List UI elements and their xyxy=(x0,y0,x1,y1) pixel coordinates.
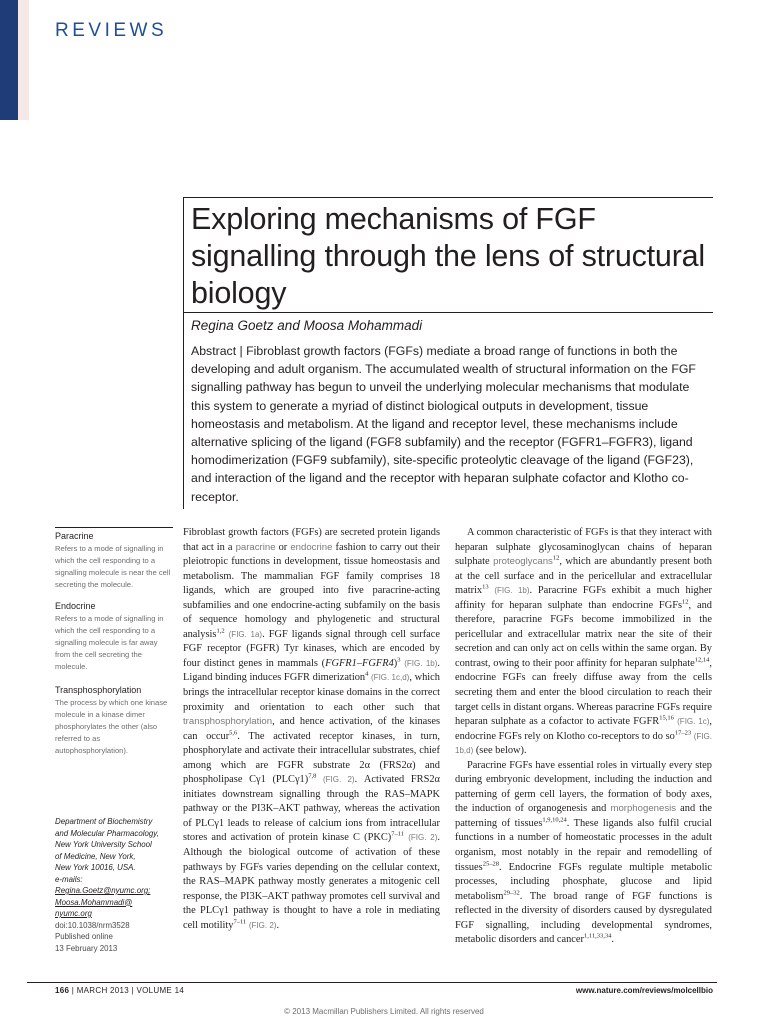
article-authors: Regina Goetz and Moosa Mohammadi xyxy=(191,318,423,333)
glossary-link-paracrine: paracrine xyxy=(235,541,276,553)
title-top-rule xyxy=(183,197,713,198)
sidebar-rule xyxy=(55,527,173,528)
email-link[interactable]: nyumc.org xyxy=(55,909,92,918)
glossary-term: Transphosphorylation xyxy=(55,685,142,695)
volume: VOLUME 14 xyxy=(136,986,185,995)
title-left-rule xyxy=(183,197,184,509)
figure-ref: (FIG. 2) xyxy=(322,775,355,785)
published-date: 13 February 2013 xyxy=(55,943,118,953)
author-affiliation xyxy=(55,816,173,954)
section-accent-bar xyxy=(18,0,29,120)
affiliation-line: Department of Biochemistry xyxy=(55,817,153,826)
affiliation-line: and Molecular Pharmacology, xyxy=(55,828,159,838)
figure-ref: (FIG. 1a) xyxy=(228,629,263,639)
glossary-link-endocrine: endocrine xyxy=(290,541,333,553)
glossary-term: Paracrine xyxy=(55,531,94,541)
footer-rule xyxy=(27,982,717,983)
title-bottom-rule xyxy=(183,312,713,313)
figure-ref: (FIG. 1c,d) xyxy=(371,673,410,683)
figure-ref: (FIG. 2) xyxy=(248,920,277,930)
figure-ref: (FIG. 1b) xyxy=(404,658,438,668)
body-column-2: A common characteristic of FGFs is that they interact with heparan sulphate glycosaminoglycan chains of heparan sulphate proteoglycans$^{12}$, which are abundantly present both at the cell surface and in the pericellular and extracellular matrix$^{13}$ (FIG. 1b). Paracrine FGFs exhibit a much higher affinity for heparan sulphate than endocrine FGFs$^{12}$, and therefore, paracrine FGFs become immobilized in the pericellular and extracellular matrix near the site of their secretion and can only act on cells within the same organ. By contrast, owing to their poor affinity for heparan sulphate$^{12,14}$, endocrine FGFs can freely diffuse away from the cells secreting them and enter the blood circulation to reach their target cells in distant organs. Whereas paracrine FGFs require heparan sulphate as a cofactor to activate FGFR$^{15,16}$ (FIG. 1c), endocrine FGFs rely on Klotho co-receptors to do $so^{17-23}$ (FIG. 1b,d) (see below). Paracrine FGFs have essential roles in virtually every step during embryonic development, including the induction and patterning of germ cell layers, the formation of body axes, the induction of organogenesis and morphogenesis and the patterning of tissues$^{1,9,10,24}$. These ligands also fulfil crucial functions in a number of homeostatic processes in the adult organism, most notably in the repair and remodelling of tissues$^{25-28}$. Endocrine FGFs regulate multiple metabolic processes, including phosphate, glucose and lipid metabolism$^{29-32}$. The broad range of FGF functions is reflected in the diversity of disorders caused by dysregulated FGF signalling, including developmental syndromes, metabolic disorders and cancer$^{1,11,33,34}$. xyxy=(455,527,713,946)
article-title: Exploring mechanisms of FGF signalling through the lens of structural biology xyxy=(191,202,705,310)
page-number: 166 xyxy=(55,986,70,995)
glossary-link-morphogenesis: morphogenesis xyxy=(610,803,677,815)
article-abstract: Abstract | Fibroblast growth factors (FGFs) mediate a broad range of functions in both the developing and adult organism. The accumulated wealth of structural information on the FGF signalling pathway has begun to unveil the underlying molecular mechanisms that modulate this system to generate a myriad of distinct biological outputs in development, tissue homeostasis and metabolism. At the ligand and receptor level, these mechanisms include alternative splicing of the ligand (FGF8 subfamily) and the receptor (FGFR1–FGFR3), ligand homodimerization (FGF9 subfamily), site-specific proteolytic cleavage of the ligand (FGF23), and interaction of the ligand and the receptor with heparan sulphate cofactor and Klotho co-receptor. xyxy=(191,344,696,504)
emails-label: e-mails: xyxy=(55,874,83,884)
glossary-entry-endocrine xyxy=(55,601,173,673)
affiliation-line: New York 10016, USA. xyxy=(55,863,136,872)
glossary-term: Endocrine xyxy=(55,601,96,611)
published-label: Published online xyxy=(55,932,113,941)
glossary-definition: Refers to a mode of signalling in which the cell responding to a signalling molecule is far away from the cell secreting the molecule. xyxy=(55,614,164,671)
journal-url[interactable]: www.nature.com/reviews/molcellbio xyxy=(575,986,713,995)
email-link[interactable]: Moosa.Mohammadi@ xyxy=(55,897,133,907)
footer-page-info: 166 | MARCH 2013 | VOLUME 14 xyxy=(55,986,185,995)
section-label: REVIEWS xyxy=(55,20,168,41)
email-link[interactable]: Regina.Goetz@nyumc.org; xyxy=(55,886,151,895)
body-column-1: Fibroblast growth factors (FGFs) are secreted protein ligands that act in a paracrine or endocrine fashion to carry out their pleiotropic functions in development, tissue homeostasis and metabolism. The mammalian FGF family comprises 18 ligands, which are grouped into five paracrine-acting subfamilies and one endocrine-acting subfamily on the basis of sequence homology and phylogenetic and structural analysis$^{1,2}$ (FIG. 1a). FGF ligands signal through cell surface FGF receptor (FGFR) Tyr kinases, which are encoded by four distinct genes in mammals (FGFR1–FGFR4)$^3$ (FIG. 1b). Ligand binding induces FGFR dimerization$^4$ (FIG. 1c,d), which brings the intracellular receptor kinase domains in the correct proximity and orientation to each other such that transphosphorylation, and hence activation, of the kinases can occur$^{5,6}$. The activated receptor kinases, in turn, phosphorylate and activate their intracellular substrates, chief among which are FGFR substrate 2α (FRS2α) and phospholipase Cγ1 $(PLC\gamma 1)^{7,8}$ (FIG. 2). Activated FRS2α initiates downstream signalling through the RAS–MAPK pathway or the PI3K–AKT pathway, whereas the activation of PLCγ1 leads to release of calcium ions from intracellular stores and activation of protein kinase C (PKC)$^{7-11}$ (FIG. 2). Although the biological outcome of activation of these pathways by FGFs varies depending on the cellular context, the RAS–MAPK pathway mostly generates a mitogenic cell response, the PI3K–AKT pathway promotes cell survival and the PLCγ1 pathway is thought to have a role in mediating cell motility$^{7-11}$ (FIG. 2). xyxy=(183,527,440,931)
glossary-entry-transphosphorylation xyxy=(55,685,173,757)
figure-ref: (FIG. 1b) xyxy=(494,586,530,596)
glossary-definition: The process by which one kinase molecule in a kinase dimer phosphorylates the other (also referred to as autophosphorylation). xyxy=(55,698,168,755)
affiliation-line: of Medicine, New York, xyxy=(55,851,136,861)
copyright-notice: © 2013 Macmillan Publishers Limited. All rights reserved xyxy=(284,1007,484,1016)
glossary-link-proteoglycans: proteoglycans xyxy=(493,556,553,568)
figure-ref: (FIG. 1b,d) xyxy=(455,731,712,756)
doi: doi:10.1038/nrm3528 xyxy=(55,920,130,930)
glossary-definition: Refers to a mode of signalling in which the cell responding to a signalling molecule is near the cell secreting the molecule. xyxy=(55,544,171,589)
issue-date: MARCH 2013 xyxy=(76,986,130,995)
glossary-entry-paracrine xyxy=(55,531,173,591)
glossary-link-transphosphorylation: transphosphorylation xyxy=(183,716,273,728)
affiliation-line: New York University School xyxy=(55,840,152,849)
figure-ref: (FIG. 2) xyxy=(408,833,438,843)
section-color-bar xyxy=(0,0,18,120)
figure-ref: (FIG. 1c) xyxy=(677,717,710,727)
